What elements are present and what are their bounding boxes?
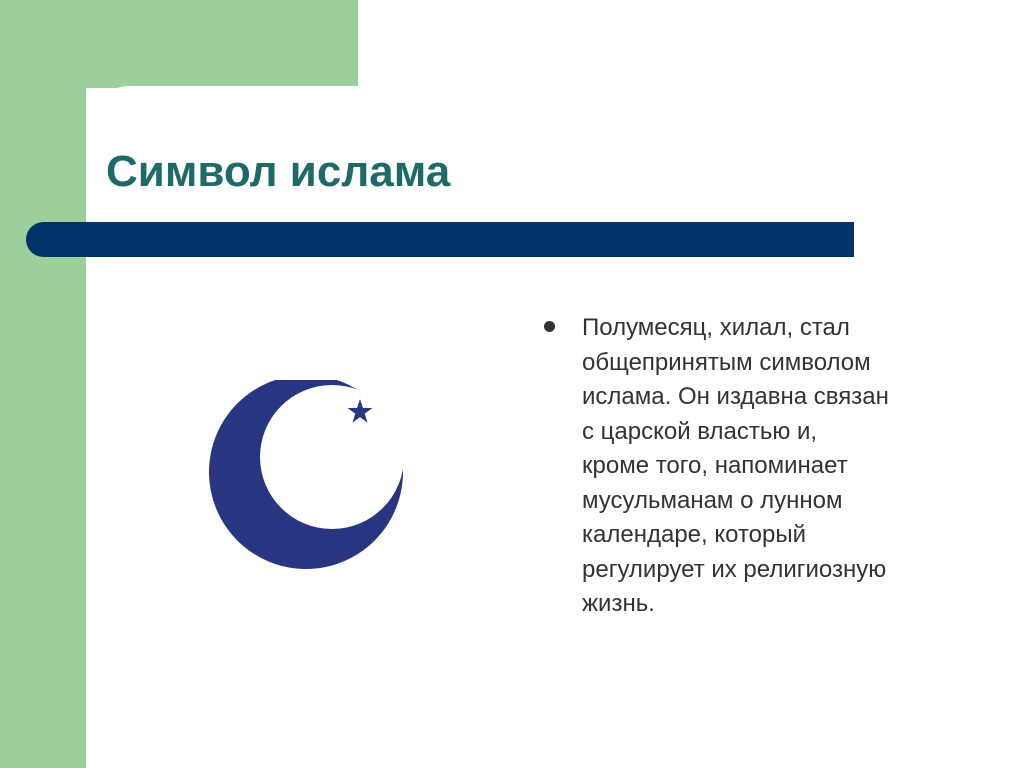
- text-line: общепринятым символом: [582, 348, 871, 376]
- text-line: ислама. Он издавна связан: [582, 383, 889, 410]
- text-line: регулирует их религиозную: [582, 555, 887, 583]
- text-line: жизнь.: [582, 590, 655, 617]
- text-line: кроме того, напоминает: [582, 452, 848, 479]
- bullet-icon: [544, 321, 555, 332]
- bullet-text: [582, 311, 964, 622]
- slide-title: Символ ислама: [106, 147, 451, 196]
- text-line: с царской властью и,: [582, 417, 818, 445]
- text-line: мусульманам о лунном: [582, 486, 843, 514]
- crescent-shape: [209, 380, 403, 569]
- crescent-star-icon: [200, 380, 420, 570]
- text-line: календаре, который: [582, 521, 807, 548]
- title-underline-bar: [26, 222, 854, 257]
- bullet-list: [544, 311, 964, 622]
- text-line: Полумесяц, хилал, стал: [582, 314, 850, 341]
- green-accent-left: [0, 0, 86, 768]
